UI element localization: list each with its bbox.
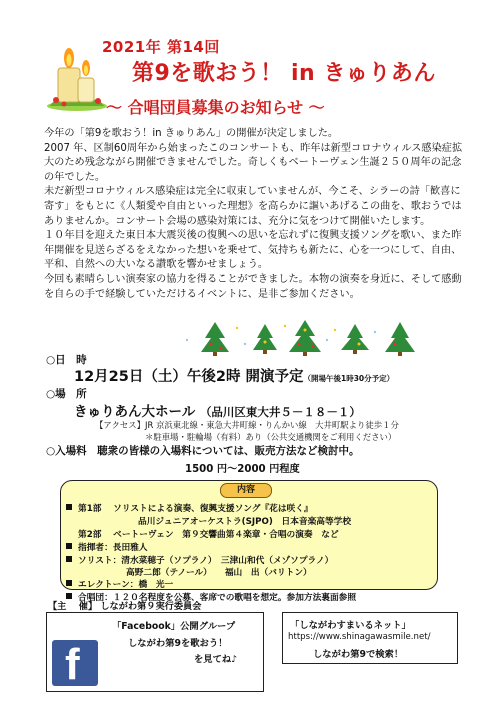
intro-text [44,127,464,302]
bullet-icon [66,543,72,549]
page-subtitle: ～ 合唱団員募集のお知らせ ～ [106,98,325,117]
program-tag: 内容 [220,483,272,498]
facebook-icon[interactable]: f [52,640,98,686]
bullet-icon [66,504,72,510]
program-item-text: 第2部 ベートーヴェン 第９交響曲第４楽章・合唱の演奏 など [78,530,339,540]
bullet-icon [66,580,72,586]
facebook-group-name[interactable]: しながわ第9を歌おう！ [128,638,228,649]
program-item [66,502,313,514]
program-item [78,528,339,540]
organizer-label: 【主 催】 しながわ第９実行委員会 [48,601,202,612]
smile-net-title: 「しながわすまいるネット」 [290,620,411,631]
program-item [126,566,312,578]
intro-paragraph: 今回も素晴らしい演奏家の協力を得ることができました。本物の演奏を身近に、そして感動を自らの手で経験していただけるイベントに、是非ご参加ください。 [44,273,462,300]
venue-address: （品川区東大井５－１８－１） [199,405,361,419]
smile-net-url[interactable]: https://www.shinagawasmile.net/ [288,632,431,642]
facebook-group-label: 「Facebook」公開グループ [112,621,236,632]
intro-paragraph: 未だ新型コロナウィルス感染症は完全に収束していませんが、今こそ、シラーの詩「歓喜に寄す」をもとに《人類愛や自由といった理想》を高らかに謳いあげるこの曲を、歌おうではありませんか。コンサート会場の感染対策には、充分に気をつけて開催いたします。 [44,186,462,227]
date-text: 12月25日（土）午後2時 開演予定 [74,369,304,385]
facebook-cta: を見てね♪ [194,654,238,665]
venue-value [74,400,361,420]
fee-price: 1500 円～2000 円程度 [185,464,300,475]
intro-paragraph: 今年の「第9を歌おう！in きゅりあん」の開催が決定しました。 [44,128,339,139]
intro-paragraph: １０年目を迎えた東日本大震災後の復興への思いを忘れずに復興支援ソングを歌い、また昨年開催を見送らざるをえなかった想いを乗せて、気持ちも新たに、心を一つにして、自由、平和、自然への大いなる讃歌を響かせましょう。 [44,230,462,271]
intro-paragraph: 2007 年、区制60周年から始まったこのコンサートも、昨年は新型コロナウィルス感染症拡大のため残念ながら開催できませんでした。奇しくもベートーヴェン生誕２５０周年の記念の年でした。 [44,142,463,183]
program-item [66,541,148,553]
date-label: ○日 時 [46,354,87,366]
venue-name: きゅりあん大ホール [74,404,196,420]
bullet-icon [66,556,72,562]
fee-text: ○入場料 聴衆の皆様の入場料については、販売方法など検討中。 [46,445,360,457]
date-value [74,365,394,386]
page-title: 第9を歌おう！ in きゅりあん [132,61,436,86]
smile-net-cta: しながわ第9で検索！ [313,649,404,660]
program-item-text: 第1部 ソリストによる演奏、復興支援ソング『花は咲く』 [78,504,313,514]
program-item-text: 高野二郎（テノール） 福山 出（バリトン） [126,568,312,578]
program-item-text: ソリスト：清水菜穂子（ソプラノ） 三津山和代（メゾソプラノ） [78,556,334,566]
date-note: （開場午後1時30分予定） [303,374,395,383]
program-item-text: 品川ジュニアオーケストラ(SJPO) 日本音楽高等学校 [138,517,352,527]
program-item [66,554,333,566]
christmas-tree-icon [175,318,415,358]
program-item-text: エレクトーン：橋 光一 [78,580,174,590]
program-item-text: 合唱団：１２０名程度を公募、客席での歌唱を想定。参加方法裏面参照 [78,593,356,603]
program-item [66,578,173,590]
program-item-text: 指揮者：長田雅人 [78,543,148,553]
edition-label: 2021年 第14回 [102,38,220,56]
access-info: 【アクセス】JR 京浜東北線・東急大井町線・りんかい線 大井町駅より徒歩１分 [95,420,399,430]
parking-info: ＊駐車場・駐輪場（有料）あり（公共交通機関をご利用ください） [145,432,397,442]
program-item [138,515,351,527]
candle-icon [44,38,110,112]
venue-label: ○場 所 [46,388,87,400]
